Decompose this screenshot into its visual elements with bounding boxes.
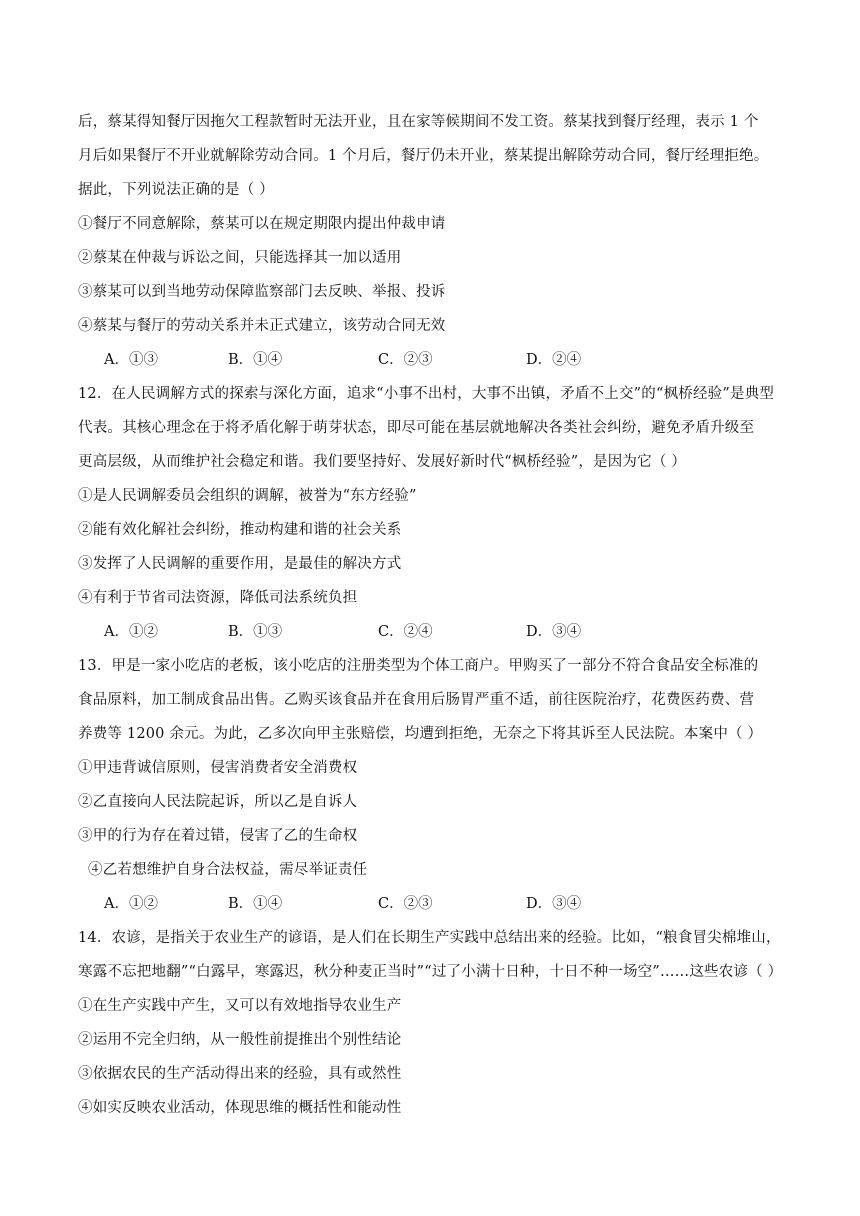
q11-statement-1: ①餐厅不同意解除，蔡某可以在规定期限内提出仲裁申请 bbox=[78, 216, 446, 232]
q14-statement-1: ①在生产实践中产生，又可以有效地指导农业生产 bbox=[78, 998, 402, 1014]
q14-stem-line-1: 14．农谚，是指关于农业生产的谚语，是人们在长期生产实践中总结出来的经验。比如，“粮食冒尖棉堆山， bbox=[78, 930, 781, 946]
q11-option-c[interactable]: C．②③ bbox=[378, 352, 433, 368]
q13-stem-line-1: 13．甲是一家小吃店的老板，该小吃店的注册类型为个体工商户。甲购买了一部分不符合食品安全标准的 bbox=[78, 658, 759, 674]
q12-stem-line-3: 更高层级，从而维护社会稳定和谐。我们要坚持好、发展好新时代“枫桥经验”，是因为它（ ） bbox=[78, 454, 687, 470]
q11-statement-3: ③蔡某可以到当地劳动保障监察部门去反映、举报、投诉 bbox=[78, 284, 446, 300]
q12-option-d[interactable]: D．③④ bbox=[526, 624, 582, 640]
q13-option-c[interactable]: C．②③ bbox=[378, 896, 433, 912]
q13-stem-line-2: 食品原料，加工制成食品出售。乙购买该食品并在食用后肠胃严重不适，前往医院治疗，花费医药费、营 bbox=[78, 692, 755, 708]
q12-stem-line-2: 代表。其核心理念在于将矛盾化解于萌芽状态，即尽可能在基层就地解决各类社会纠纷，避免矛盾升级至 bbox=[78, 420, 755, 436]
q11-statement-4: ④蔡某与餐厅的劳动关系并未正式建立，该劳动合同无效 bbox=[78, 318, 446, 334]
q11-stem-line-1: 后，蔡某得知餐厅因拖欠工程款暂时无法开业，且在家等候期间不发工资。蔡某找到餐厅经理，表示 1 个 bbox=[78, 114, 759, 130]
q11-stem-line-2: 月后如果餐厅不开业就解除劳动合同。1 个月后，餐厅仍未开业，蔡某提出解除劳动合同，餐厅经理拒绝。 bbox=[78, 148, 769, 164]
q12-option-a[interactable]: A．①② bbox=[104, 624, 158, 640]
q12-option-b[interactable]: B．①③ bbox=[228, 624, 283, 640]
q11-options bbox=[104, 350, 804, 370]
q12-option-c[interactable]: C．②④ bbox=[378, 624, 433, 640]
q14-statement-3: ③依据农民的生产活动得出来的经验，具有或然性 bbox=[78, 1066, 402, 1082]
q11-option-d[interactable]: D．②④ bbox=[526, 352, 582, 368]
q13-option-b[interactable]: B．①④ bbox=[228, 896, 283, 912]
q12-statement-4: ④有利于节省司法资源，降低司法系统负担 bbox=[78, 590, 358, 606]
q11-option-a[interactable]: A．①③ bbox=[104, 352, 158, 368]
q13-stem-line-3: 养费等 1200 余元。为此，乙多次向甲主张赔偿，均遭到拒绝，无奈之下将其诉至人民法院。本案中（ ） bbox=[78, 726, 763, 742]
q11-stem-line-3: 据此，下列说法正确的是（ ） bbox=[78, 182, 274, 198]
q11-option-b[interactable]: B．①④ bbox=[228, 352, 283, 368]
q12-statement-1: ①是人民调解委员会组织的调解，被誉为“东方经验” bbox=[78, 488, 417, 504]
q13-statement-2: ②乙直接向人民法院起诉，所以乙是自诉人 bbox=[78, 794, 358, 810]
q12-stem-line-1: 12．在人民调解方式的探索与深化方面，追求“小事不出村，大事不出镇，矛盾不上交”的“枫桥经验”是典型 bbox=[78, 386, 775, 402]
q14-statement-2: ②运用不完全归纳，从一般性前提推出个别性结论 bbox=[78, 1032, 402, 1048]
q13-statement-4: ④乙若想维护自身合法权益，需尽举证责任 bbox=[88, 862, 368, 878]
q12-options bbox=[104, 622, 804, 642]
q12-statement-2: ②能有效化解社会纠纷，推动构建和谐的社会关系 bbox=[78, 522, 402, 538]
q14-stem-line-2: 寒露不忘把地翻”“白露早，寒露迟，秋分种麦正当时”“过了小满十日种，十日不种一场空”……这些农谚（ ） bbox=[78, 964, 783, 980]
q13-statement-1: ①甲违背诚信原则，侵害消费者安全消费权 bbox=[78, 760, 358, 776]
q13-option-d[interactable]: D．③④ bbox=[526, 896, 582, 912]
q14-statement-4: ④如实反映农业活动，体现思维的概括性和能动性 bbox=[78, 1100, 402, 1116]
q11-statement-2: ②蔡某在仲裁与诉讼之间，只能选择其一加以适用 bbox=[78, 250, 402, 266]
q12-statement-3: ③发挥了人民调解的重要作用，是最佳的解决方式 bbox=[78, 556, 402, 572]
q13-option-a[interactable]: A．①② bbox=[104, 896, 158, 912]
q13-options bbox=[104, 894, 804, 914]
q13-statement-3: ③甲的行为存在着过错，侵害了乙的生命权 bbox=[78, 828, 358, 844]
